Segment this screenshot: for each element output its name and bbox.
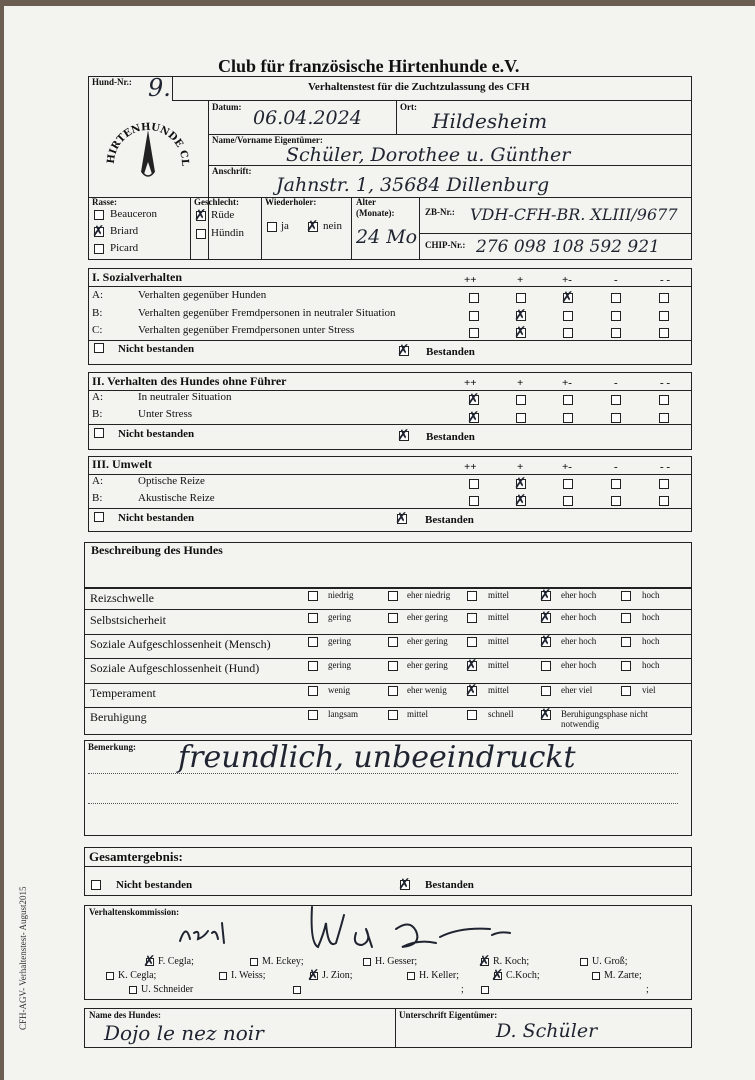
beschreibung-option-checkbox[interactable] bbox=[467, 710, 477, 720]
kommission-checkbox[interactable] bbox=[219, 972, 227, 980]
wiederholer-nein-label: nein bbox=[323, 220, 342, 232]
kommission-checkbox[interactable] bbox=[129, 986, 137, 994]
beschreibung-row-label: Reizschwelle bbox=[90, 591, 154, 605]
kommission-member: H. Gesser; bbox=[375, 956, 418, 967]
kommission-checkbox[interactable] bbox=[407, 972, 415, 980]
kommission-member: U. Groß; bbox=[592, 956, 628, 967]
row-key: A: bbox=[92, 391, 103, 403]
rasse-label: Rasse: bbox=[92, 197, 117, 207]
kommission-checkbox[interactable] bbox=[106, 972, 114, 980]
beschreibung-option-checkbox[interactable] bbox=[541, 661, 551, 671]
rasse-briard-checkbox[interactable]: ✗ bbox=[92, 222, 105, 240]
scale-checkbox[interactable] bbox=[469, 311, 479, 321]
scale-checkbox[interactable] bbox=[611, 328, 621, 338]
beschreibung-option-label: eher viel bbox=[561, 685, 593, 695]
beschreibung-option-checkbox[interactable] bbox=[621, 686, 631, 696]
rasse-briard-label: Briard bbox=[110, 225, 139, 237]
beschreibung-option-checkbox[interactable] bbox=[541, 686, 551, 696]
beschreibung-title: Beschreibung des Hundes bbox=[91, 543, 223, 557]
scale-1-p: + bbox=[517, 274, 524, 286]
nicht-bestanden-label: Nicht bestanden bbox=[118, 343, 195, 355]
beschreibung-option-label: mittel bbox=[488, 660, 509, 670]
row-label: In neutraler Situation bbox=[138, 391, 232, 403]
beschreibung-option-checkbox[interactable] bbox=[388, 591, 398, 601]
scale-3-p: + bbox=[517, 461, 524, 473]
section-2-title: II. Verhalten des Hundes ohne Führer bbox=[92, 374, 287, 388]
scale-checkbox[interactable]: ✗ bbox=[467, 390, 480, 408]
scale-checkbox[interactable] bbox=[611, 496, 621, 506]
beschreibung-option-label: gering bbox=[328, 636, 351, 646]
scale-checkbox[interactable] bbox=[469, 328, 479, 338]
scale-checkbox[interactable] bbox=[611, 395, 621, 405]
beschreibung-option-label: mittel bbox=[488, 636, 509, 646]
club-logo bbox=[92, 102, 202, 196]
beschreibung-option-label: gering bbox=[328, 660, 351, 670]
scale-checkbox[interactable] bbox=[563, 479, 573, 489]
beschreibung-option-label: eher gering bbox=[407, 636, 448, 646]
beschreibung-option-label: niedrig bbox=[328, 590, 354, 600]
scale-checkbox[interactable] bbox=[611, 293, 621, 303]
beschreibung-option-label: eher gering bbox=[407, 612, 448, 622]
beschreibung-option-label: eher hoch bbox=[561, 660, 597, 670]
kommission-member: M. Zarte; bbox=[604, 970, 642, 981]
bestanden-checkbox[interactable]: ✗ bbox=[397, 426, 410, 444]
wiederholer-ja-checkbox[interactable] bbox=[267, 222, 277, 232]
beschreibung-option-checkbox[interactable] bbox=[621, 637, 631, 647]
kommission-member: U. Schneider bbox=[141, 984, 194, 995]
scale-2-mm: - - bbox=[660, 377, 671, 389]
beschreibung-option-label: mittel bbox=[488, 590, 509, 600]
kommission-checkbox[interactable] bbox=[592, 972, 600, 980]
row-key: A: bbox=[92, 475, 103, 487]
beschreibung-option-checkbox[interactable] bbox=[467, 591, 477, 601]
beschreibung-option-checkbox[interactable] bbox=[467, 637, 477, 647]
geschlecht-huendin-checkbox[interactable] bbox=[196, 229, 206, 239]
kommission-checkbox[interactable] bbox=[481, 986, 489, 994]
row-key: B: bbox=[92, 408, 103, 420]
beschreibung-row-label: Beruhigung bbox=[90, 710, 147, 724]
scale-checkbox[interactable] bbox=[659, 479, 669, 489]
scale-checkbox[interactable] bbox=[659, 496, 669, 506]
kommission-checkbox[interactable] bbox=[293, 986, 301, 994]
kommission-empty-slot: ; bbox=[646, 984, 649, 995]
beschreibung-option-label: schnell bbox=[488, 709, 514, 719]
section-3-title: III. Umwelt bbox=[92, 457, 152, 471]
gesamt-bestanden-label: Bestanden bbox=[425, 879, 474, 891]
kommission-member: H. Keller; bbox=[419, 970, 459, 981]
beschreibung-option-label: hoch bbox=[642, 660, 660, 670]
scale-checkbox[interactable] bbox=[659, 311, 669, 321]
scale-1-m: - bbox=[614, 274, 618, 286]
beschreibung-option-checkbox[interactable] bbox=[467, 613, 477, 623]
scale-checkbox[interactable]: ✗ bbox=[514, 491, 527, 509]
scale-3-m: - bbox=[614, 461, 618, 473]
rasse-beauceron-checkbox[interactable] bbox=[94, 210, 104, 220]
form-version-note: CFH-AGV- Verhaltenstest- August2015 bbox=[18, 886, 28, 1030]
row-key: C: bbox=[92, 324, 103, 336]
scale-2-pp: ++ bbox=[464, 377, 477, 389]
wiederholer-ja-label: ja bbox=[281, 220, 289, 232]
owner-name: Schüler, Dorothee u. Günther bbox=[286, 144, 571, 166]
ort-value: Hildesheim bbox=[432, 109, 548, 133]
beschreibung-option-checkbox[interactable]: ✗ bbox=[465, 681, 478, 699]
beschreibung-option-checkbox[interactable] bbox=[308, 686, 318, 696]
anschrift-value: Jahnstr. 1, 35684 Dillenburg bbox=[276, 174, 550, 196]
geschlecht-ruede-checkbox[interactable]: ✗ bbox=[194, 206, 207, 224]
wiederholer-nein-checkbox[interactable]: ✗ bbox=[306, 217, 319, 235]
bestanden-label: Bestanden bbox=[426, 431, 475, 443]
hund-nr-value: 9. bbox=[148, 74, 171, 102]
scale-checkbox[interactable] bbox=[469, 293, 479, 303]
row-label: Akustische Reize bbox=[138, 492, 215, 504]
scale-checkbox[interactable]: ✗ bbox=[561, 288, 574, 306]
kommission-signatures bbox=[160, 893, 650, 963]
beschreibung-option-checkbox[interactable]: ✗ bbox=[539, 632, 552, 650]
datum-label: Datum: bbox=[212, 102, 242, 112]
scale-checkbox[interactable]: ✗ bbox=[514, 323, 527, 341]
gesamt-bestanden-checkbox[interactable]: ✗ bbox=[398, 875, 411, 893]
kommission-empty-slot: ; bbox=[461, 984, 464, 995]
beschreibung-option-label: langsam bbox=[328, 709, 358, 719]
ort-label: Ort: bbox=[400, 102, 417, 112]
beschreibung-option-checkbox[interactable] bbox=[308, 637, 318, 647]
beschreibung-option-checkbox[interactable] bbox=[621, 661, 631, 671]
chip-value: 276 098 108 592 921 bbox=[476, 237, 660, 257]
scale-checkbox[interactable] bbox=[659, 413, 669, 423]
geschlecht-ruede-label: Rüde bbox=[211, 209, 235, 221]
scale-checkbox[interactable] bbox=[516, 395, 526, 405]
kommission-label: Verhaltenskommission: bbox=[89, 907, 180, 917]
kommission-checkbox[interactable]: ✗ bbox=[491, 966, 504, 984]
beschreibung-row-label: Selbstsicherheit bbox=[90, 613, 166, 627]
kommission-member: J. Zion; bbox=[322, 970, 353, 981]
kommission-member: K. Cegla; bbox=[118, 970, 157, 981]
kommission-member: C.Koch; bbox=[506, 970, 540, 981]
scale-1-pp: ++ bbox=[464, 274, 477, 286]
name-label: Name/Vorname Eigentümer: bbox=[212, 135, 323, 145]
beschreibung-option-checkbox[interactable]: ✗ bbox=[539, 586, 552, 604]
scale-2-p: + bbox=[517, 377, 524, 389]
row-label: Unter Stress bbox=[138, 408, 193, 420]
scale-checkbox[interactable] bbox=[611, 479, 621, 489]
row-key: B: bbox=[92, 492, 103, 504]
scale-1-pm: +- bbox=[562, 274, 572, 286]
scale-2-m: - bbox=[614, 377, 618, 389]
kommission-checkbox[interactable]: ✗ bbox=[143, 952, 156, 970]
beschreibung-option-checkbox[interactable] bbox=[621, 613, 631, 623]
bestanden-checkbox[interactable]: ✗ bbox=[395, 509, 408, 527]
bemerkung-text: freundlich, unbeeindruckt bbox=[178, 740, 576, 775]
kommission-checkbox[interactable] bbox=[580, 958, 588, 966]
kommission-member: M. Eckey; bbox=[262, 956, 304, 967]
club-title: Club für französische Hirtenhunde e.V. bbox=[218, 56, 520, 76]
beschreibung-option-checkbox[interactable] bbox=[308, 710, 318, 720]
unterschrift-value: D. Schüler bbox=[496, 1020, 598, 1042]
beschreibung-row-label: Soziale Aufgeschlossenheit (Hund) bbox=[90, 661, 260, 675]
gesamt-nicht-bestanden-label: Nicht bestanden bbox=[116, 879, 193, 891]
beschreibung-option-label: viel bbox=[642, 685, 656, 695]
scale-checkbox[interactable] bbox=[469, 479, 479, 489]
beschreibung-option-label: wenig bbox=[328, 685, 350, 695]
hundename-label: Name des Hundes: bbox=[89, 1010, 162, 1020]
gesamtergebnis-title: Gesamtergebnis: bbox=[89, 849, 183, 864]
nicht-bestanden-label: Nicht bestanden bbox=[118, 512, 195, 524]
kommission-checkbox[interactable] bbox=[363, 958, 371, 966]
nicht-bestanden-label: Nicht bestanden bbox=[118, 428, 195, 440]
alter-unit: (Monate): bbox=[356, 208, 395, 218]
bemerkung-label: Bemerkung: bbox=[88, 742, 136, 752]
scale-checkbox[interactable] bbox=[469, 496, 479, 506]
scale-3-pm: +- bbox=[562, 461, 572, 473]
scale-checkbox[interactable] bbox=[516, 413, 526, 423]
beschreibung-option-label: eher hoch bbox=[561, 590, 597, 600]
nicht-bestanden-checkbox[interactable] bbox=[94, 512, 104, 522]
scale-checkbox[interactable]: ✗ bbox=[514, 474, 527, 492]
hund-nr-label: Hund-Nr.: bbox=[92, 77, 132, 87]
beschreibung-option-label: hoch bbox=[642, 590, 660, 600]
beschreibung-option-label: eher gering bbox=[407, 660, 448, 670]
scale-3-mm: - - bbox=[660, 461, 671, 473]
bestanden-label: Bestanden bbox=[426, 346, 475, 358]
beschreibung-option-checkbox[interactable]: ✗ bbox=[539, 705, 552, 723]
beschreibung-option-checkbox[interactable] bbox=[621, 591, 631, 601]
beschreibung-option-checkbox[interactable] bbox=[308, 591, 318, 601]
rasse-beauceron-label: Beauceron bbox=[110, 208, 158, 220]
scale-2-pm: +- bbox=[562, 377, 572, 389]
beschreibung-option-label: eher niedrig bbox=[407, 590, 451, 600]
beschreibung-option-label: eher wenig bbox=[407, 685, 447, 695]
beschreibung-option-checkbox[interactable] bbox=[388, 686, 398, 696]
beschreibung-option-checkbox[interactable] bbox=[388, 637, 398, 647]
geschlecht-label: Geschlecht: bbox=[194, 197, 239, 207]
row-label: Verhalten gegenüber Hunden bbox=[138, 289, 267, 301]
beschreibung-option-label: mittel bbox=[488, 685, 509, 695]
row-label: Optische Reize bbox=[138, 475, 205, 487]
beschreibung-option-label: Beruhigungsphase nicht notwendig bbox=[561, 709, 648, 729]
beschreibung-option-label: eher hoch bbox=[561, 636, 597, 646]
kommission-checkbox[interactable]: ✗ bbox=[307, 966, 320, 984]
beschreibung-option-label: hoch bbox=[642, 636, 660, 646]
scale-checkbox[interactable] bbox=[563, 413, 573, 423]
section-1-title: I. Sozialverhalten bbox=[92, 270, 182, 284]
nicht-bestanden-checkbox[interactable] bbox=[94, 428, 104, 438]
unterschrift-label: Unterschrift Eigentümer: bbox=[399, 1010, 498, 1020]
svg-text:HIRTENHUNDE CLUB FÜR FRANZÖSIS bbox=[92, 102, 190, 166]
beschreibung-option-label: mittel bbox=[488, 612, 509, 622]
form-subtitle: Verhaltenstest für die Zuchtzulassung des CFH bbox=[308, 81, 530, 93]
alter-value: 24 Mo bbox=[356, 226, 418, 248]
bestanden-checkbox[interactable]: ✗ bbox=[397, 341, 410, 359]
beschreibung-option-label: gering bbox=[328, 612, 351, 622]
beschreibung-option-checkbox[interactable]: ✗ bbox=[465, 656, 478, 674]
beschreibung-option-label: mittel bbox=[407, 709, 428, 719]
row-label: Verhalten gegenüber Fremdpersonen in neutraler Situation bbox=[138, 307, 396, 319]
chip-label: CHIP-Nr.: bbox=[425, 240, 466, 250]
rasse-picard-label: Picard bbox=[110, 242, 139, 254]
anschrift-label: Anschrift: bbox=[212, 166, 252, 176]
scale-checkbox[interactable] bbox=[563, 311, 573, 321]
scale-checkbox[interactable]: ✗ bbox=[514, 306, 527, 324]
zb-value: VDH-CFH-BR. XLIII/9677 bbox=[470, 205, 678, 224]
scale-checkbox[interactable] bbox=[611, 311, 621, 321]
hundename-value: Dojo le nez noir bbox=[104, 1021, 264, 1045]
logo-text: HIRTENHUNDE CL bbox=[105, 121, 191, 166]
beschreibung-option-checkbox[interactable] bbox=[388, 613, 398, 623]
zb-label: ZB-Nr.: bbox=[425, 207, 455, 217]
beschreibung-option-checkbox[interactable] bbox=[388, 661, 398, 671]
beschreibung-row-label: Temperament bbox=[90, 686, 156, 700]
beschreibung-option-label: hoch bbox=[642, 612, 660, 622]
scale-checkbox[interactable] bbox=[611, 413, 621, 423]
beschreibung-row-label: Soziale Aufgeschlossenheit (Mensch) bbox=[90, 637, 271, 651]
kommission-member: I. Weiss; bbox=[231, 970, 266, 981]
bestanden-label: Bestanden bbox=[425, 514, 474, 526]
geschlecht-huendin-label: Hündin bbox=[211, 227, 244, 239]
beschreibung-option-checkbox[interactable] bbox=[388, 710, 398, 720]
beschreibung-option-checkbox[interactable] bbox=[308, 613, 318, 623]
datum-value: 06.04.2024 bbox=[253, 107, 362, 129]
scale-checkbox[interactable] bbox=[563, 328, 573, 338]
kommission-member: R. Koch; bbox=[493, 956, 530, 967]
row-label: Verhalten gegenüber Fremdpersonen unter Stress bbox=[138, 324, 355, 336]
row-key: A: bbox=[92, 289, 103, 301]
kommission-checkbox[interactable]: ✗ bbox=[478, 952, 491, 970]
wiederholer-label: Wiederholer: bbox=[265, 197, 317, 207]
scale-checkbox[interactable] bbox=[563, 395, 573, 405]
scale-3-pp: ++ bbox=[464, 461, 477, 473]
scale-1-mm: - - bbox=[660, 274, 671, 286]
beschreibung-option-checkbox[interactable] bbox=[308, 661, 318, 671]
gesamt-nicht-bestanden-checkbox[interactable] bbox=[91, 880, 101, 890]
scale-checkbox[interactable] bbox=[659, 293, 669, 303]
kommission-member: F. Cegla; bbox=[158, 956, 194, 967]
nicht-bestanden-checkbox[interactable] bbox=[94, 343, 104, 353]
kommission-checkbox[interactable] bbox=[250, 958, 258, 966]
scale-checkbox[interactable] bbox=[659, 328, 669, 338]
scale-checkbox[interactable] bbox=[516, 293, 526, 303]
scale-checkbox[interactable] bbox=[659, 395, 669, 405]
scale-checkbox[interactable]: ✗ bbox=[467, 408, 480, 426]
beschreibung-option-checkbox[interactable]: ✗ bbox=[539, 608, 552, 626]
row-key: B: bbox=[92, 307, 103, 319]
rasse-picard-checkbox[interactable] bbox=[94, 244, 104, 254]
scale-checkbox[interactable] bbox=[563, 496, 573, 506]
beschreibung-option-label: eher hoch bbox=[561, 612, 597, 622]
alter-label: Alter bbox=[356, 197, 376, 207]
